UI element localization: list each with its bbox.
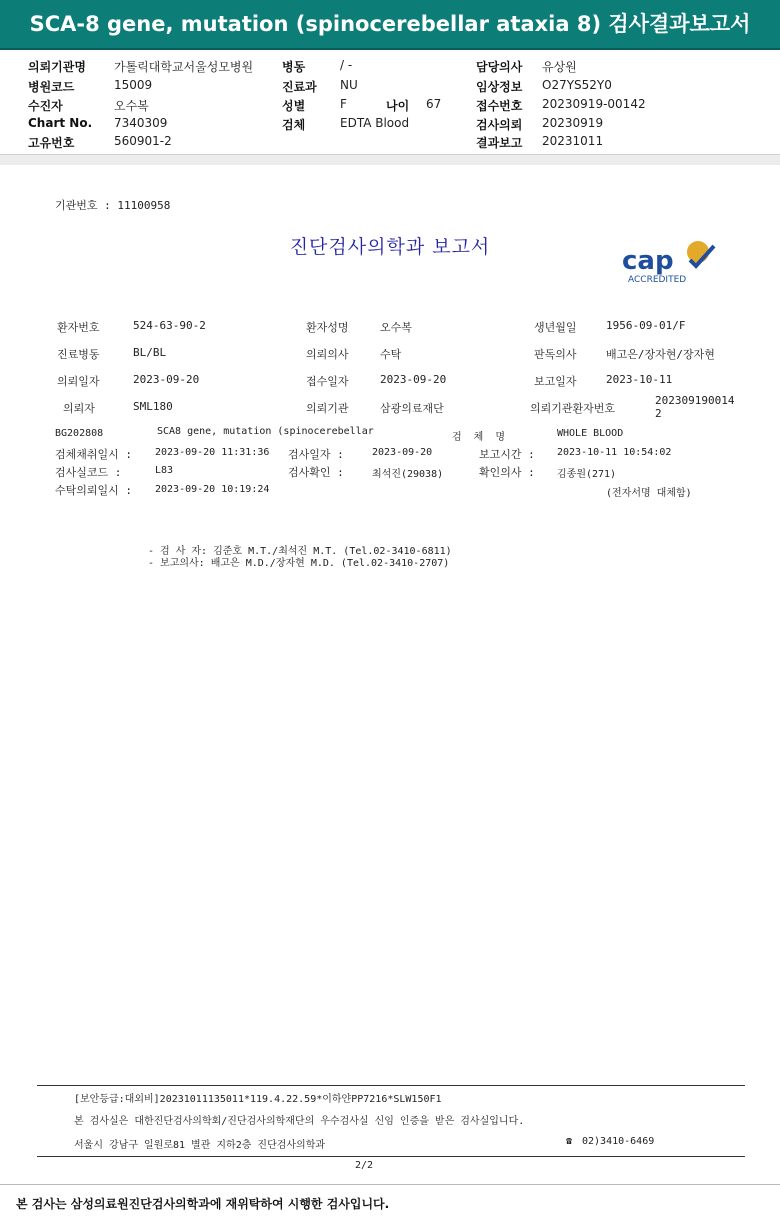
patient-label: 의뢰의사	[306, 348, 349, 361]
patient-label: 환자성명	[306, 321, 349, 334]
patient-label: 보고일자	[534, 375, 577, 388]
summary-label: 결과보고	[476, 136, 523, 150]
summary-label: 나이	[386, 99, 410, 113]
patient-label: 의뢰일자	[57, 375, 100, 388]
summary-value: 20230919	[542, 116, 604, 130]
section-separator	[0, 155, 780, 165]
patient-label: 생년월일	[534, 321, 577, 334]
summary-value: 20230919-00142	[542, 97, 646, 111]
patient-label: 의뢰자	[63, 402, 95, 415]
confirm-doctor-label: 확인의사 :	[479, 466, 535, 479]
summary-value: 560901-2	[114, 134, 172, 148]
patient-value: 2023-10-11	[606, 373, 673, 386]
staff-line: - 보고의사: 배고은 M.D./장자현 M.D. (Tel.02-3410-2707)	[148, 558, 450, 569]
collect-label: 검체채취일시 :	[55, 448, 133, 461]
order-time-label: 수탁의뢰일시 :	[55, 484, 133, 497]
patient-value: 202309190014 2	[655, 394, 735, 420]
summary-label: 성별	[282, 99, 306, 113]
lab-code-value: L83	[155, 465, 174, 476]
cap-logo-graphic	[620, 238, 720, 286]
bottom-divider	[0, 1184, 780, 1185]
summary-label: 임상정보	[476, 80, 523, 94]
summary-value: 7340309	[114, 116, 168, 130]
cap-logo-sub: ACCREDITED	[628, 275, 687, 285]
address-line: 서울시 강남구 일원로81 별관 지하2층 진단검사의학과	[74, 1140, 326, 1151]
test-date-label: 검사일자 :	[288, 448, 344, 461]
patient-value: 524-63-90-2	[133, 319, 206, 332]
specimen-value: WHOLE BLOOD	[557, 428, 624, 439]
test-confirm-label: 검사확인 :	[288, 466, 344, 479]
staff-line: - 검 사 자: 김준호 M.T./최석진 M.T. (Tel.02-3410-6811)	[148, 546, 452, 557]
cap-logo-text: cap	[622, 246, 674, 276]
footer-bottom-line	[37, 1156, 745, 1157]
summary-value: 가톨릭대학교서울성모병원	[114, 60, 254, 74]
outsourcing-notice: 본 검사는 삼성의료원진단검사의학과에 재위탁하여 시행한 검사입니다.	[16, 1197, 390, 1211]
cert-line: 본 검사실은 대한진단검사의학회/진단검사의학재단의 우수검사실 신임 인증을 받은 검사실입니다.	[74, 1116, 525, 1127]
summary-label: Chart No.	[28, 116, 93, 130]
institution-number: 기관번호 : 11100958	[55, 199, 171, 212]
summary-label: 검사의뢰	[476, 118, 523, 132]
test-name: SCA8 gene, mutation (spinocerebellar	[157, 426, 374, 437]
page-number: 2/2	[355, 1160, 374, 1171]
summary-value: F	[340, 97, 347, 111]
summary-value: / -	[340, 58, 353, 72]
summary-label: 수진자	[28, 99, 63, 113]
patient-label: 판독의사	[534, 348, 577, 361]
summary-value: EDTA Blood	[340, 116, 410, 130]
cap-accredited-logo	[620, 238, 720, 286]
patient-value: 2023-09-20	[380, 373, 447, 386]
summary-label: 진료과	[282, 80, 317, 94]
summary-label: 담당의사	[476, 60, 523, 74]
footer-top-line	[37, 1085, 745, 1086]
specimen-label: 검 체 명	[452, 432, 509, 443]
test-confirm-value: 최석진(29038)	[372, 469, 444, 480]
patient-label: 접수일자	[306, 375, 349, 388]
patient-label: 환자번호	[57, 321, 100, 334]
summary-value: 67	[426, 97, 442, 111]
report-header-title: SCA-8 gene, mutation (spinocerebellar ataxia 8) 검사결과보고서	[29, 12, 751, 36]
patient-value: SML180	[133, 400, 173, 413]
summary-label: 병동	[282, 60, 306, 74]
patient-label: 진료병동	[57, 348, 100, 361]
order-time-value: 2023-09-20 10:19:24	[155, 484, 270, 495]
test-date-value: 2023-09-20	[372, 447, 433, 458]
summary-label: 의뢰기관명	[28, 60, 86, 74]
summary-value: 15009	[114, 78, 153, 92]
summary-label: 병원코드	[28, 80, 75, 94]
patient-value: 삼광의료재단	[380, 402, 444, 415]
patient-value: 오수복	[380, 321, 412, 334]
summary-value: NU	[340, 78, 358, 92]
summary-value: 유상원	[542, 60, 577, 74]
patient-label: 의뢰기관	[306, 402, 349, 415]
patient-value: 1956-09-01/F	[606, 319, 686, 332]
test-code: BG202808	[55, 428, 104, 439]
patient-value: BL/BL	[133, 346, 167, 359]
report-time-label: 보고시간 :	[479, 448, 535, 461]
lab-code-label: 검사실코드 :	[55, 466, 122, 479]
summary-label: 검체	[282, 118, 306, 132]
summary-label: 고유번호	[28, 136, 75, 150]
summary-label: 접수번호	[476, 99, 523, 113]
summary-value: 20231011	[542, 134, 604, 148]
summary-value: O27YS52Y0	[542, 78, 612, 92]
collect-value: 2023-09-20 11:31:36	[155, 447, 270, 458]
confirm-doctor-value: 김종원(271)	[557, 469, 617, 480]
summary-value: 오수복	[114, 99, 149, 113]
patient-value: 2023-09-20	[133, 373, 200, 386]
report-time-value: 2023-10-11 10:54:02	[557, 447, 672, 458]
phone-number: 02)3410-6469	[582, 1136, 655, 1147]
patient-value: 배고은/장자현/장자현	[606, 348, 715, 361]
telephone-icon: ☎	[566, 1136, 573, 1147]
report-title: 진단검사의학과 보고서	[289, 236, 491, 258]
patient-value: 수탁	[380, 348, 402, 361]
security-line: [보안등급:대외비]20231011135011*119.4.22.59*이하얀PP7216*SLW150F1	[74, 1094, 442, 1105]
esign-note: (전자서명 대체함)	[606, 488, 692, 499]
patient-label: 의뢰기관환자번호	[530, 402, 616, 415]
